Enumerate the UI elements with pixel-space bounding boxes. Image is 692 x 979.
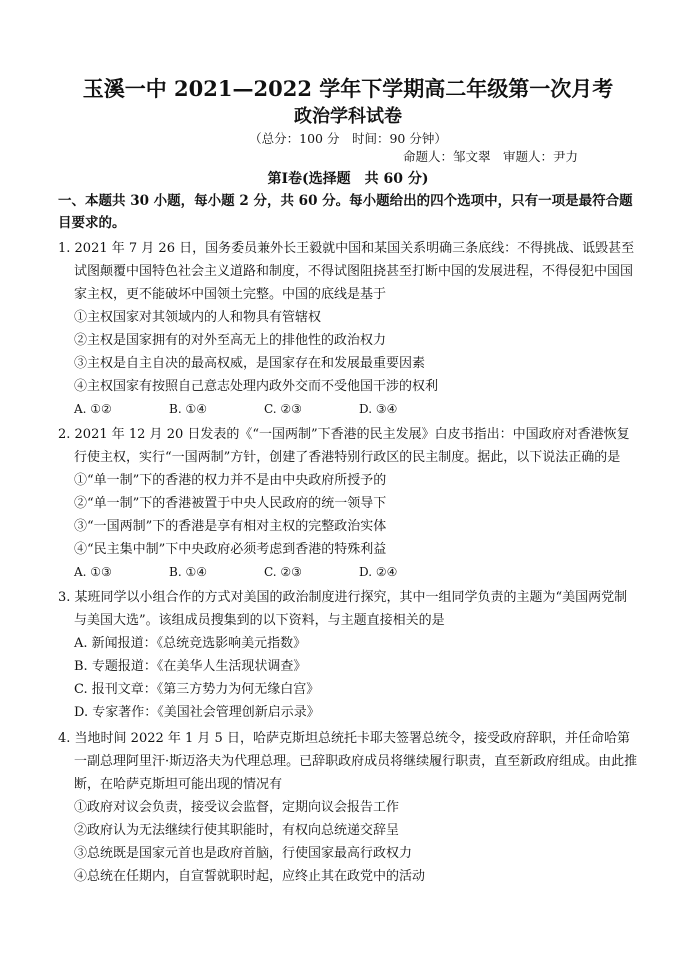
question-option: ①主权国家对其领域内的人和物具有管辖权 — [74, 310, 322, 325]
question-option: ②主权是国家拥有的对外至高无上的排他性的政治权力 — [74, 333, 387, 348]
answer-choices — [58, 398, 638, 420]
question-option: ④“民主集中制”下中央政府必须考虑到香港的特殊利益 — [74, 542, 387, 557]
question-2 — [58, 423, 638, 583]
question-option: ①政府对议会负责，接受议会监督，定期向议会报告工作 — [74, 800, 400, 815]
answer-choice-c: C. ②③ — [264, 402, 302, 416]
answer-choice-b: B. ①④ — [169, 565, 207, 579]
question-option: A. 新闻报道：《总统竞选影响美元指数》 — [74, 636, 307, 651]
section-title: 第Ⅰ卷(选择题 共 60 分) — [267, 171, 429, 187]
exam-meta: （总分：100 分 时间：90 分钟） — [249, 131, 447, 146]
question-4 — [58, 727, 638, 888]
answer-choice-c: C. ②③ — [264, 565, 302, 579]
question-option: ③“一国两制”下的香港是享有相对主权的完整政治实体 — [74, 519, 387, 534]
question-stem: 3. 某班同学以小组合作的方式对美国的政治制度进行探究，其中一组同学负责的主题为“美国两党制与美国大选”。该组成员搜集到的以下资料，与主题直接相关的是 — [58, 590, 628, 628]
question-stem: 2. 2021 年 12 月 20 日发表的《“一国两制”下香港的民主发展》白皮书指出：中国政府对香港恢复行使主权，实行“一国两制”方针，创建了香港特别行政区的民主制度。据此，以下说法正确的是 — [58, 427, 630, 465]
question-option: ②政府认为无法继续行使其职能时，有权向总统递交辞呈 — [74, 823, 400, 838]
answer-choice-a: A. ①③ — [74, 565, 112, 579]
exam-authors: 命题人：邹文翠 审题人：尹力 — [402, 149, 578, 164]
question-option: D. 专家著作：《美国社会管理创新启示录》 — [74, 705, 320, 720]
section-instruction: 一、本题共 30 小题，每小题 2 分，共 60 分。每小题给出的四个选项中，只有一项是最符合题目要求的。 — [58, 193, 633, 231]
question-option: ③总统既是国家元首也是政府首脑，行使国家最高行政权力 — [74, 846, 413, 861]
question-option: ④主权国家有按照自己意志处理内政外交而不受他国干涉的权利 — [74, 379, 439, 394]
question-option: C. 报刊文章：《第三方势力为何无缘白宫》 — [74, 682, 320, 697]
exam-subtitle: 政治学科试卷 — [294, 106, 402, 127]
question-option: ③主权是自主自决的最高权威，是国家存在和发展最重要因素 — [74, 356, 426, 371]
question-stem: 1. 2021 年 7 月 26 日，国务委员兼外长王毅就中国和某国关系明确三条底线：不得挑战、诋毁甚至试图颠覆中国特色社会主义道路和制度，不得试图阻挠甚至打断中国的发展进程，不得侵犯中国国家主权，更不能破坏中国领土完整。中国的底线是基于 — [58, 241, 635, 302]
question-option: ①“单一制”下的香港的权力并不是由中央政府所授予的 — [74, 473, 387, 488]
answer-choice-a: A. ①② — [74, 402, 112, 416]
question-1 — [58, 237, 638, 420]
answer-choice-d: D. ②④ — [359, 565, 398, 579]
answer-choice-d: D. ③④ — [359, 402, 398, 416]
answer-choices — [58, 561, 638, 583]
exam-title: 玉溪一中 2021—2022 学年下学期高二年级第一次月考 — [82, 76, 614, 101]
question-3 — [58, 586, 638, 724]
question-stem: 4. 当地时间 2022 年 1 月 5 日，哈萨克斯坦总统托卡耶夫签署总统令，接受政府辞职，并任命哈第一副总理阿里汗·斯迈洛夫为代理总理。已辞职政府成员将继续履行职责，直至新政府组成。由此推断，在哈萨克斯坦可能出现的情况有 — [58, 731, 638, 792]
answer-choice-b: B. ①④ — [169, 402, 207, 416]
question-option: B. 专题报道：《在美华人生活现状调查》 — [74, 659, 307, 674]
question-option: ②“单一制”下的香港被置于中央人民政府的统一领导下 — [74, 496, 387, 511]
question-option: ④总统在任期内，自宣誓就职时起，应终止其在政党中的活动 — [74, 869, 426, 884]
